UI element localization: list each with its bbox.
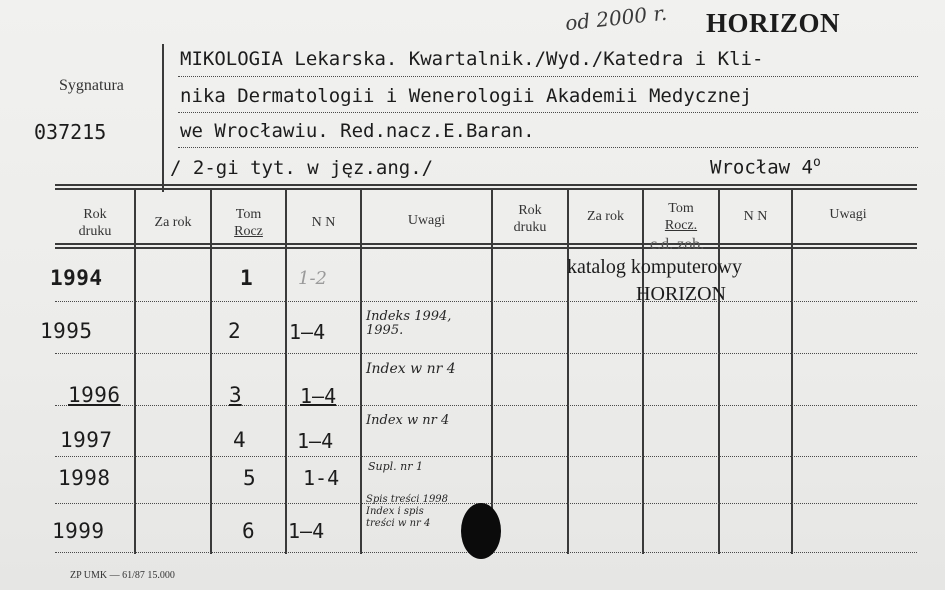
- print-footer: ZP UMK — 61/87 15.000: [70, 570, 175, 581]
- table-top-rule: [55, 188, 917, 190]
- stamp-note: od 2000 r.: [564, 0, 669, 36]
- header-za-rok-text: Za rok: [154, 215, 192, 230]
- title-line-3: we Wrocławiu. Red.nacz.E.Baran.: [180, 120, 535, 142]
- row-tom: 1: [240, 266, 253, 290]
- header-nn-text: N N: [311, 215, 336, 230]
- row-tom: 6: [242, 519, 255, 543]
- horizon-stamp: HORIZON: [706, 8, 841, 38]
- catalog-note-line1: c.d. zob.: [650, 236, 705, 253]
- col-divider: [567, 190, 569, 554]
- row-nn: 1–4: [297, 429, 334, 453]
- row-nn: 1-4: [303, 466, 340, 490]
- header-za-rok-right: [569, 208, 642, 225]
- header-za-rok: [136, 214, 210, 231]
- title-dotted-rule: [178, 147, 918, 148]
- row-year: 1997: [60, 428, 113, 452]
- header-rok-druku-text: Rok druku: [78, 207, 112, 239]
- header-nn-right: [720, 208, 791, 225]
- title-separator: [162, 44, 164, 192]
- header-rocz-right-text: Rocz.: [664, 218, 698, 233]
- place-format-text: Wrocław 4: [710, 156, 813, 179]
- header-uwagi-right: [793, 206, 903, 223]
- title-dotted-rule: [178, 112, 918, 113]
- col-divider: [360, 190, 362, 554]
- col-divider: [491, 190, 493, 554]
- row-tom: 5: [243, 466, 256, 490]
- title-line-4: / 2-gi tyt. w jęz.ang./: [170, 157, 434, 179]
- row-separator: [55, 405, 917, 406]
- header-rok-druku-right-text: Rok druku: [513, 203, 547, 235]
- header-nn-right-text: N N: [743, 209, 768, 224]
- header-uwagi-text: Uwagi: [407, 213, 446, 228]
- format-superscript: o: [812, 155, 821, 170]
- row-uwagi: Index w nr 4: [366, 361, 456, 377]
- title-dotted-rule: [178, 76, 918, 77]
- header-rocz-text: Rocz: [234, 224, 263, 239]
- title-line-2: nika Dermatologii i Wenerologii Akademii Medycznej: [180, 85, 752, 107]
- title-line-1: MIKOLOGIA Lekarska. Kwartalnik./Wyd./Katedra i Kli-: [180, 48, 764, 70]
- row-year: 1995: [40, 319, 93, 343]
- header-za-rok-right-text: Za rok: [587, 209, 624, 224]
- row-year: 1996: [68, 383, 121, 407]
- row-uwagi: Index w nr 4: [366, 413, 450, 428]
- table-top-rule: [55, 184, 917, 186]
- header-rok-druku-right: [493, 202, 567, 236]
- header-tom-right-text: Tom: [668, 201, 694, 216]
- row-tom: 4: [233, 428, 246, 452]
- catalog-note-line2: katalog komputerowy: [567, 256, 742, 278]
- row-nn: 1-2: [298, 268, 327, 289]
- row-nn: 1–4: [300, 384, 337, 408]
- row-separator: [55, 301, 917, 302]
- row-year: 1994: [50, 266, 103, 290]
- punch-hole: [461, 503, 501, 559]
- header-nn: [287, 214, 360, 231]
- col-divider: [210, 190, 212, 554]
- header-bottom-rule: [55, 243, 917, 245]
- row-uwagi: Spis treści 1998 Index i spis treści w nr 4: [366, 494, 449, 529]
- header-tom-rocz-right: [644, 200, 718, 234]
- row-nn: 1–4: [288, 519, 325, 543]
- header-uwagi-right-text: Uwagi: [829, 207, 867, 222]
- header-uwagi: [362, 212, 491, 229]
- place-format: [710, 155, 821, 178]
- sygnatura-value: 037215: [34, 120, 107, 144]
- row-tom: 3: [229, 383, 242, 407]
- header-tom-rocz: [212, 206, 285, 240]
- sygnatura-label: Sygnatura: [59, 77, 124, 94]
- row-year: 1998: [58, 466, 111, 490]
- header-bottom-rule: [55, 247, 917, 249]
- header-rok-druku: [55, 206, 135, 240]
- row-separator: [55, 353, 917, 354]
- row-nn: 1–4: [289, 320, 326, 344]
- row-uwagi: Supl. nr 1: [368, 460, 424, 473]
- row-separator: [55, 456, 917, 457]
- col-divider: [285, 190, 287, 554]
- col-divider: [791, 190, 793, 554]
- col-divider: [718, 190, 720, 554]
- col-divider: [642, 190, 644, 554]
- row-year: 1999: [52, 519, 105, 543]
- catalog-note-line3: HORIZON: [636, 283, 726, 305]
- col-divider: [134, 190, 136, 554]
- row-uwagi: Indeks 1994, 1995.: [366, 309, 452, 338]
- row-tom: 2: [228, 319, 241, 343]
- header-tom-text: Tom: [235, 207, 262, 222]
